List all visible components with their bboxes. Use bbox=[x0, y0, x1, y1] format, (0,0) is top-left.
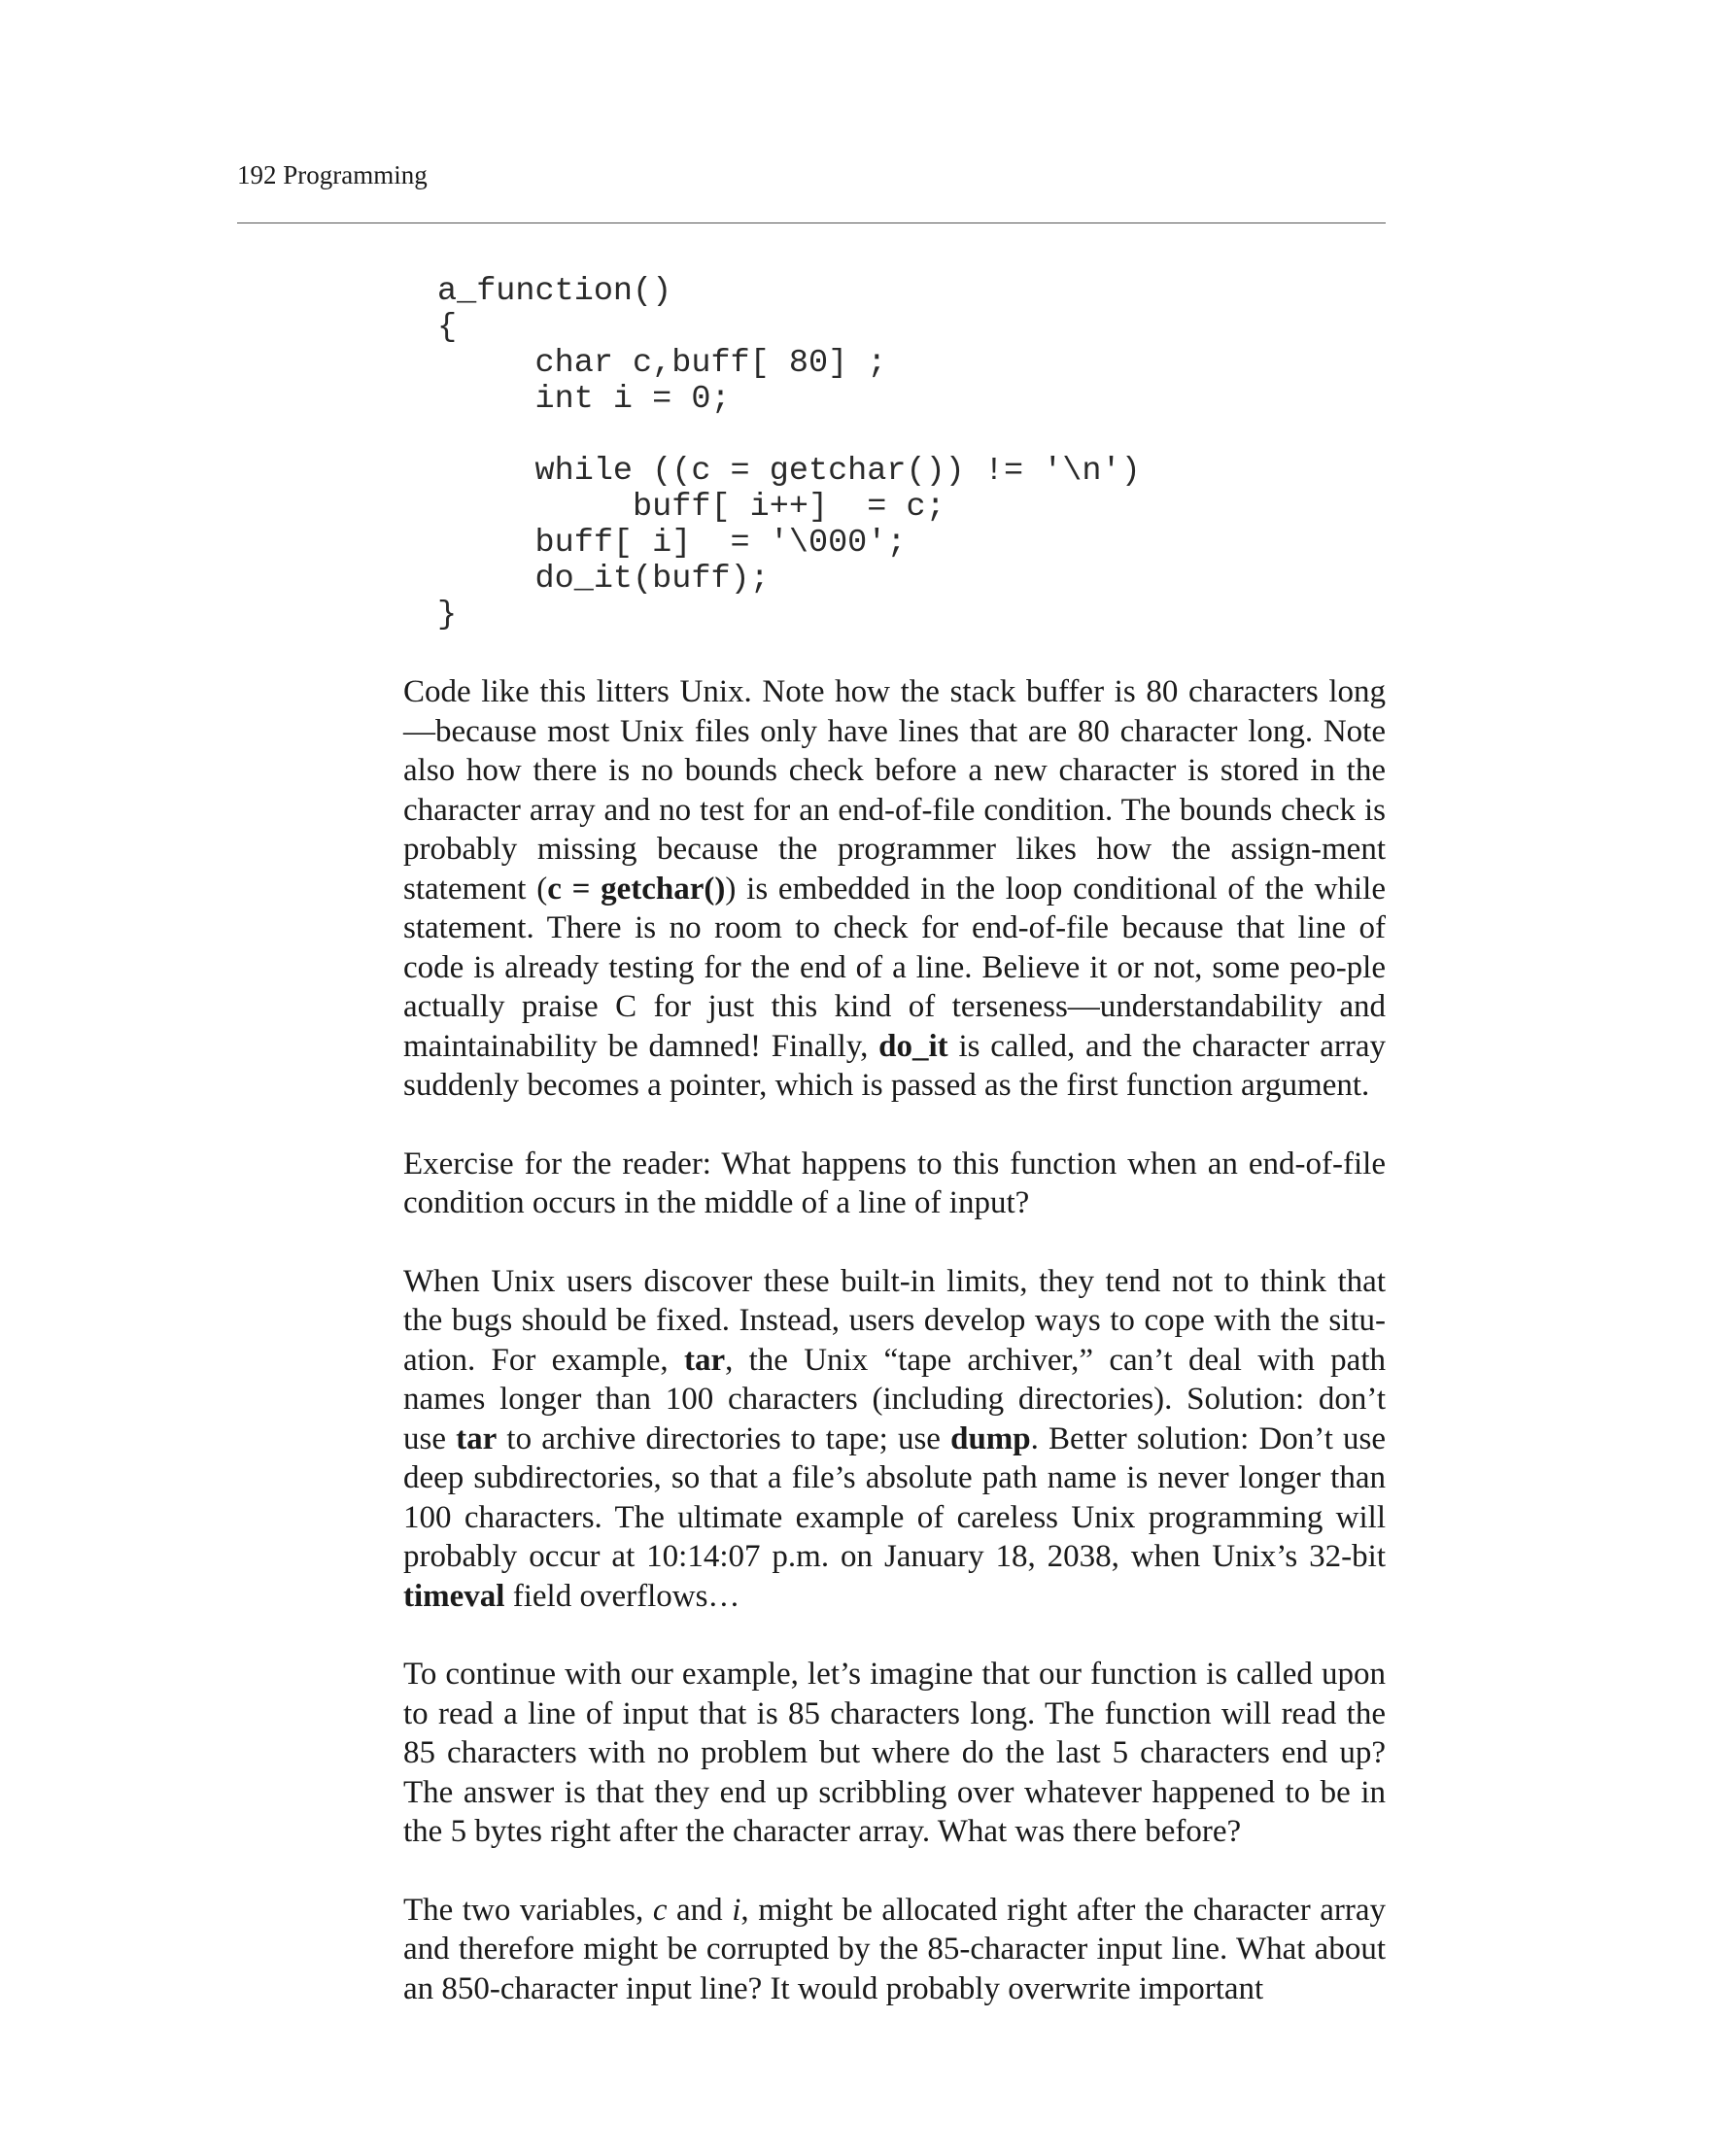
code-line: char c,buff[ 80] ; bbox=[437, 345, 887, 382]
text-run: , might be allocated right after the character array and therefore might be corrupted by the 85-character input line. What about an 850-character input line? It would probably overwrite important bbox=[403, 1892, 1386, 2006]
code-line: while ((c = getchar()) != '\n') bbox=[437, 453, 1141, 490]
code-line: buff[ i] = '\000'; bbox=[437, 525, 907, 562]
text-run: and bbox=[667, 1892, 733, 1928]
code-term-getchar: c = getchar() bbox=[547, 871, 726, 907]
running-head: 192 Programming bbox=[237, 160, 428, 189]
paragraph-built-in-limits bbox=[403, 1262, 1386, 1617]
text-run: The two variables, bbox=[403, 1892, 653, 1928]
text-run: Exercise for the reader: What happens to this function when an end-of-file condition occurs in the middle of a line of input? bbox=[403, 1146, 1386, 1220]
code-line: { bbox=[437, 309, 458, 346]
paragraph-variables-corrupted bbox=[403, 1891, 1386, 2009]
code-line: a_function() bbox=[437, 273, 672, 310]
paragraph-buffer-explanation bbox=[403, 672, 1386, 1106]
text-run: to archive directories to tape; use bbox=[497, 1420, 951, 1456]
code-line: int i = 0; bbox=[437, 381, 731, 418]
text-run: is called, and the character array suddenly becomes a pointer, which is passed as the first function argument. bbox=[403, 1028, 1387, 1103]
text-run: ) is embedded in the loop conditional of the while statement. There is no room to check for end-of-file because that line of code is already testing for the end of a line. Believe it or not, some peo-ple actually praise C for just this kind of terseness—understandability and maintainability be damned! Finally, bbox=[403, 871, 1386, 1064]
text-run: To continue with our example, let’s imagine that our function is called upon to read a line of input that is 85 characters long. The function will read the 85 characters with no problem but where do the last 5 characters end up? The answer is that they end up scribbling over whatever happened to be in the 5 bytes right after the character array. What was there before? bbox=[403, 1657, 1386, 1849]
variable-i: i bbox=[732, 1892, 741, 1928]
body-text bbox=[403, 672, 1386, 2047]
header-rule bbox=[237, 222, 1386, 223]
code-line: do_it(buff); bbox=[437, 561, 770, 598]
text-run: . Better solution: Don’t use deep subdirectories, so that a file’s absolute path name is never longer than 100 characters. The ultimate example of careless Unix programming will probably occur at 10:14:07 p.m. on January 18, 2038, when Unix’s 32-bit bbox=[403, 1420, 1386, 1574]
paragraph-exercise bbox=[403, 1145, 1386, 1223]
code-term-timeval: timeval bbox=[403, 1578, 505, 1614]
code-term-do-it: do_it bbox=[878, 1028, 948, 1064]
text-run: field overflows… bbox=[504, 1578, 740, 1614]
text-run: When Unix users discover these built-in limits, they tend not to think that the bugs should be fixed. Instead, users develop ways to cope with the situ-ation. For example, bbox=[403, 1263, 1386, 1378]
code-line: buff[ i++] = c; bbox=[437, 489, 945, 526]
code-term-dump: dump bbox=[950, 1420, 1031, 1456]
text-run: , the Unix “tape archiver,” can’t deal with path names longer than 100 characters (including directories). Solution: don’t use bbox=[403, 1342, 1386, 1456]
text-run: Code like this litters Unix. Note how the stack buffer is 80 characters long—because most Unix files only have lines that are 80 character long. Note also how there is no bounds check before a new character is stored in the character array and no test for an end-of-file condition. The bounds check is probably missing because the programmer likes how the assign-ment statement ( bbox=[403, 674, 1386, 907]
code-line: } bbox=[437, 597, 458, 633]
code-line bbox=[437, 418, 1141, 454]
code-listing bbox=[437, 274, 1141, 633]
code-term-tar: tar bbox=[683, 1342, 726, 1378]
paragraph-85-characters bbox=[403, 1655, 1386, 1852]
code-term-tar: tar bbox=[456, 1420, 498, 1456]
variable-c: c bbox=[652, 1892, 668, 1928]
